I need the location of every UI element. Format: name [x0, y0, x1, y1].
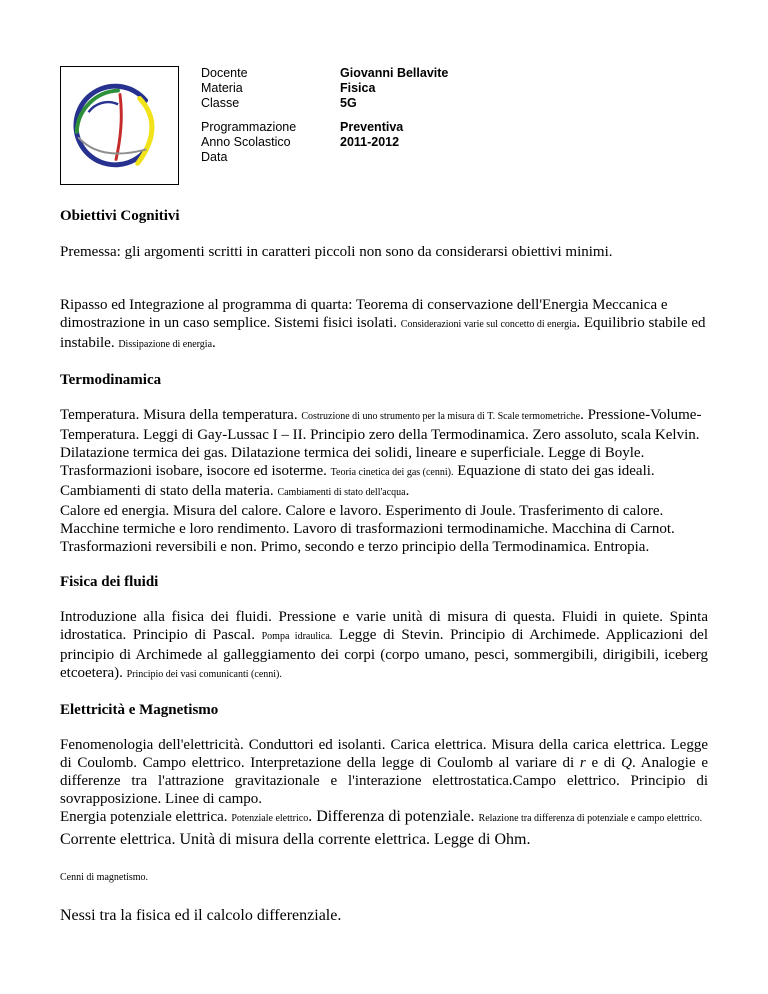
heading-elettricita: Elettricità e Magnetismo	[60, 702, 219, 718]
elet-text-3: . Analogie e differenze tra l'attrazione gravitazionale e l'interazione elettrostatica.Campo elettrico. Principio di sovrapposizione. Linee di campo.	[60, 755, 708, 807]
school-logo	[60, 66, 179, 185]
elet-text-2: e di	[585, 755, 622, 771]
fluidi-small-1: Pompa idraulica.	[261, 631, 333, 642]
termo-small-1: Costruzione di uno strumento per la misura di T. Scale termometriche	[301, 411, 581, 422]
termodinamica-paragraph-1	[60, 406, 708, 502]
logo-graphic	[61, 67, 178, 184]
ripasso-paragraph	[60, 296, 708, 354]
label-programmazione: Programmazione	[201, 120, 297, 134]
magnetismo-note: Cenni di magnetismo.	[60, 872, 149, 883]
termo-text-4: .	[405, 483, 410, 499]
premessa-paragraph: Premessa: gli argomenti scritti in caratteri piccoli non sono da considerarsi obiettivi minimi.	[60, 244, 613, 260]
elettricita-paragraph-3: Corrente elettrica. Unità di misura della corrente elettrica. Legge di Ohm.	[60, 831, 531, 848]
fluidi-small-2: Principio dei vasi comunicanti (cenni).	[126, 669, 282, 680]
header-labels-1	[201, 66, 248, 111]
ripasso-text-1: Ripasso ed Integrazione al programma di quarta: Teorema di conservazione dell'Energia Meccanica e dimostrazione in un caso semplice. Sistemi fisici isolati.	[60, 297, 668, 331]
heading-obiettivi: Obiettivi Cognitivi	[60, 208, 180, 224]
termo-text-1: Temperatura. Misura della temperatura.	[60, 407, 302, 423]
ripasso-small-2: Dissipazione di energia	[118, 339, 213, 350]
value-materia: Fisica	[340, 81, 376, 95]
elet-small-2: Relazione tra differenza di potenziale e campo elettrico.	[478, 813, 703, 824]
value-programmazione: Preventiva	[340, 120, 404, 134]
elet-text-1: Fenomenologia dell'elettricità. Conduttori ed isolanti. Carica elettrica. Misura della carica elettrica. Legge di Coulomb. Campo elettrico. Interpretazione della legge di Coulomb al variare di	[60, 737, 708, 771]
label-classe: Classe	[201, 96, 240, 110]
fluidi-text-1: Introduzione alla fisica dei fluidi. Pressione e varie unità di misura di questa. Fluidi in quiete. Spinta idrostatica. Principio di Pascal.	[60, 609, 708, 643]
label-docente: Docente	[201, 66, 248, 80]
label-anno-scolastico: Anno Scolastico	[201, 135, 291, 149]
fluidi-paragraph	[60, 608, 708, 684]
ripasso-small-1: Considerazioni varie sul concetto di energia	[400, 319, 577, 330]
value-anno-scolastico: 2011-2012	[340, 135, 400, 149]
header-values-2	[340, 120, 403, 150]
elet-text-5: . Differenza di potenziale.	[308, 808, 479, 825]
heading-termodinamica: Termodinamica	[60, 372, 162, 388]
elet-italic-q: Q	[621, 755, 633, 771]
termo-small-2: Teoria cinetica dei gas (cenni).	[330, 467, 454, 478]
value-classe: 5G	[340, 96, 357, 110]
elettricita-paragraph-2	[60, 808, 708, 828]
heading-fluidi: Fisica dei fluidi	[60, 574, 159, 590]
label-materia: Materia	[201, 81, 243, 95]
ripasso-text-2: . Equilibrio stabile ed instabile.	[60, 315, 706, 351]
elet-small-1: Potenziale elettrico	[231, 813, 309, 824]
termo-text-3: Equazione di stato dei gas ideali. Cambiamenti di stato della materia.	[60, 463, 655, 499]
header-labels-2	[201, 120, 296, 165]
termo-small-3: Cambiamenti di stato dell'acqua	[277, 487, 406, 498]
termo-text-2: . Pressione-Volume-Temperatura. Leggi di Gay-Lussac I – II. Principio zero della Termodinamica. Zero assoluto, scala Kelvin. Dilatazione termica dei gas. Dilatazione termica dei solidi, lineare e superficiale. Legge di Boyle. Trasformazioni isobare, isocore ed isoterme.	[60, 407, 702, 479]
header-values-1	[340, 66, 448, 111]
value-docente: Giovanni Bellavite	[340, 66, 449, 80]
label-data: Data	[201, 150, 228, 164]
termodinamica-paragraph-2: Calore ed energia. Misura del calore. Calore e lavoro. Esperimento di Joule. Trasferimento di calore. Macchine termiche e loro rendimento. Lavoro di trasformazioni termodinamiche. Macchina di Carnot. Trasformazioni reversibili e non. Primo, secondo e terzo principio della Termodinamica. Entropia.	[60, 503, 675, 555]
document-body	[60, 200, 708, 925]
nessi-paragraph: Nessi tra la fisica ed il calcolo differenziale.	[60, 907, 342, 924]
elettricita-paragraph-1	[60, 736, 708, 808]
elet-italic-r: r	[579, 755, 586, 771]
elet-text-4: Energia potenziale elettrica.	[60, 809, 232, 825]
fluidi-text-2: Legge di Stevin. Principio di Archimede. Applicazioni del principio di Archimede al galleggiamento dei corpi (corpo umano, pesci, sommergibili, dirigibili, iceberg etcoetera).	[60, 627, 708, 681]
ripasso-text-3: .	[212, 335, 216, 351]
